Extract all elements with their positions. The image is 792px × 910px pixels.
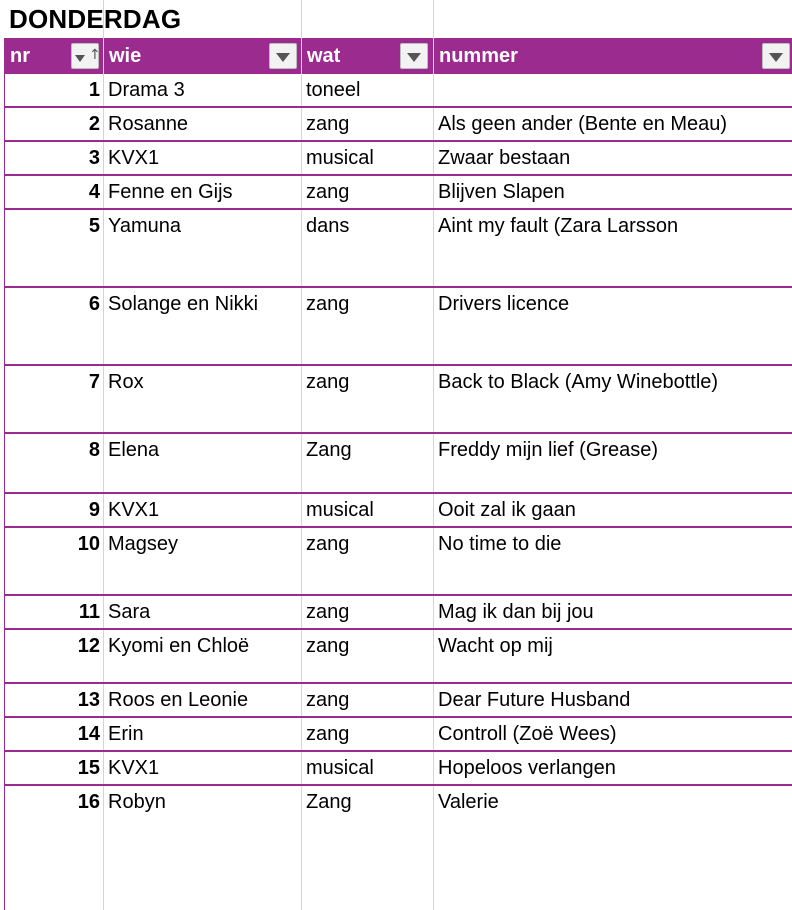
cell-nr[interactable]: 10 [77,533,100,555]
table-row [4,528,792,596]
chevron-down-icon [75,55,85,62]
cell-wat[interactable]: Zang [306,439,352,461]
table-row [4,176,792,210]
cell-nr[interactable]: 7 [88,371,100,393]
cell-wat[interactable]: zang [306,689,350,711]
title-row [0,0,792,38]
table-row [4,494,792,528]
table-header [4,38,792,74]
cell-nummer[interactable]: Wacht op mij [438,635,553,657]
cell-wie[interactable]: Roos en Leonie [108,689,249,711]
cell-nr[interactable]: 14 [77,723,100,745]
cell-nummer[interactable]: Drivers licence [438,293,570,315]
cell-wie[interactable]: KVX1 [108,499,160,521]
table-row [4,684,792,718]
cell-nr[interactable]: 15 [77,757,100,779]
filter-button-nummer[interactable] [762,43,790,69]
chevron-down-icon [407,53,421,62]
sort-ascending-icon: ↑ [89,47,101,63]
cell-wat[interactable]: zang [306,601,350,623]
cell-wat[interactable]: musical [306,757,374,779]
cell-wat[interactable]: zang [306,293,350,315]
cell-wat[interactable]: musical [306,499,374,521]
cell-wie[interactable]: Rosanne [108,113,189,135]
table-row [4,718,792,752]
cell-nr[interactable]: 4 [88,181,100,203]
table-row [4,786,792,910]
cell-nummer[interactable]: Hopeloos verlangen [438,757,616,779]
cell-wat[interactable]: zang [306,723,350,745]
table-row [4,752,792,786]
cell-wie[interactable]: Rox [108,371,144,393]
table-row [4,210,792,288]
cell-nr[interactable]: 13 [77,689,100,711]
cell-wat[interactable]: zang [306,533,350,555]
cell-wie[interactable]: Magsey [108,533,179,555]
cell-wie[interactable]: Erin [108,723,144,745]
table-row [4,434,792,494]
cell-wat[interactable]: zang [306,113,350,135]
table-row [4,630,792,684]
cell-nr[interactable]: 2 [88,113,100,135]
cell-nummer[interactable]: Als geen ander (Bente en Meau) [438,113,728,135]
cell-nr[interactable]: 16 [77,791,100,813]
cell-wat[interactable]: zang [306,371,350,393]
table-row [4,74,792,108]
cell-wat[interactable]: zang [306,181,350,203]
cell-wie[interactable]: Elena [108,439,160,461]
cell-nummer[interactable]: Zwaar bestaan [438,147,571,169]
header-nr-label: nr [10,45,30,67]
cell-nummer[interactable]: Controll (Zoë Wees) [438,723,617,745]
cell-wie[interactable]: Drama 3 [108,79,185,101]
cell-nr[interactable]: 8 [88,439,100,461]
cell-nummer[interactable]: Aint my fault (Zara Larsson [438,215,679,237]
chevron-down-icon [769,53,783,62]
table-row [4,142,792,176]
cell-wie[interactable]: KVX1 [108,147,160,169]
cell-nummer[interactable]: No time to die [438,533,562,555]
cell-wie[interactable]: Kyomi en Chloë [108,635,250,657]
cell-wie[interactable]: Robyn [108,791,166,813]
sort-filter-button-nr[interactable] [71,43,99,69]
cell-wat[interactable]: toneel [306,79,361,101]
table-row [4,366,792,434]
table-row [4,108,792,142]
header-nummer-label: nummer [439,45,518,67]
cell-wat[interactable]: zang [306,635,350,657]
table-row [4,288,792,366]
cell-wie[interactable]: KVX1 [108,757,160,779]
cell-nr[interactable]: 3 [88,147,100,169]
cell-nr[interactable]: 5 [88,215,100,237]
cell-nummer[interactable]: Freddy mijn lief (Grease) [438,439,659,461]
chevron-down-icon [276,53,290,62]
cell-wat[interactable]: Zang [306,791,352,813]
cell-wie[interactable]: Sara [108,601,151,623]
cell-nummer[interactable]: Valerie [438,791,499,813]
cell-wat[interactable]: musical [306,147,374,169]
cell-nr[interactable]: 9 [88,499,100,521]
cell-wie[interactable]: Yamuna [108,215,182,237]
cell-nummer[interactable]: Ooit zal ik gaan [438,499,576,521]
cell-wat[interactable]: dans [306,215,350,237]
header-wie-label: wie [109,45,142,67]
header-wat-label: wat [307,45,341,67]
filter-button-wie[interactable] [269,43,297,69]
cell-nummer[interactable]: Blijven Slapen [438,181,565,203]
sheet-title[interactable]: DONDERDAG [9,4,182,34]
cell-nr[interactable]: 6 [88,293,100,315]
cell-nummer[interactable]: Dear Future Husband [438,689,631,711]
filter-button-wat[interactable] [400,43,428,69]
cell-nr[interactable]: 1 [88,79,100,101]
cell-nr[interactable]: 11 [78,601,100,623]
cell-wie[interactable]: Fenne en Gijs [108,181,233,203]
cell-wie[interactable]: Solange en Nikki [108,293,259,315]
table-row [4,596,792,630]
cell-nummer[interactable]: Mag ik dan bij jou [438,601,594,623]
cell-nr[interactable]: 12 [77,635,100,657]
cell-nummer[interactable]: Back to Black (Amy Winebottle) [438,371,719,393]
header-nummer[interactable] [433,38,792,74]
